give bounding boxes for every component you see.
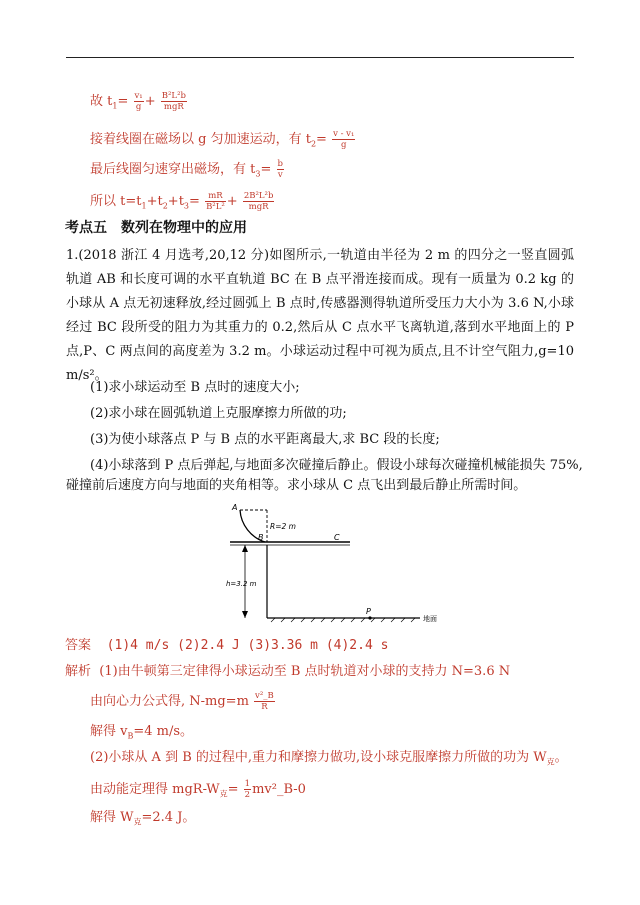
frac-t2: $\frac{\text{v - v₁}}{g}$ [333,129,355,150]
track-diagram [220,500,450,625]
question-1: (1)求小球运动至 B 点时的速度大小; [90,380,300,395]
question-4b: 碰撞前后速度方向与地面的夹角相等。求小球从 C 点飞出到最后静止所需时间。 [66,478,527,493]
solution-line-5: 由动能定理得 mgR-$W_克=$ $\frac{1}{2}$ mv²_B-0 [90,779,306,800]
label-b: B [258,533,264,542]
solution-line-3: 解得 $v_B=4$ m/s。 [90,724,194,741]
answer-line [65,634,388,653]
label-a: A [232,503,238,512]
eq-t2: 接着线圈在磁场以 g 匀加速运动，有 $t_2=$ $\frac{\text{v - v₁}}{g}$ [90,129,355,150]
question-2: (2)求小球在圆弧轨道上克服摩擦力所做的功; [90,406,347,421]
label-p: P [366,607,371,616]
eq-sum: 所以 $t=t_1+t_2+t_3=$ $\frac{mR}{\text{B²L²}}$ + $\frac{\text{2B²L²b}}{\text{mgR}}$ [90,191,274,212]
label-height: h=3.2 m [226,580,257,588]
solution-line-2: 由向心力公式得, N-mg=m $\frac{\text{v²\_B}}{R}$ [90,691,274,712]
section-heading: 考点五 数列在物理中的应用 [65,220,247,236]
answer-text: (1)4 m/s (2)2.4 J (3)3.36 m (4)2.4 s [106,638,389,653]
arrow-down [242,611,248,618]
question-3: (3)为使小球落点 P 与 B 点的水平距离最大,求 BC 段的长度; [90,432,440,447]
solution-line-4: (2)小球从 A 到 B 的过程中,重力和摩擦力做功,设小球克服摩擦力所做的功为 $W_克$。 [90,750,568,767]
solution-line-1: 解析 (1)由牛顿第三定律得小球运动至 B 点时轨道对小球的支持力 N=3.6 N [65,664,511,679]
problem-intro: 1.(2018 浙江 4 月选考,20,12 分)如图所示,一轨道由半径为 2 m 的四分之一竖直圆弧轨道 AB 和长度可调的水平直轨道 BC 在 B 点平滑连接而成。现有一质量为 0.2 kg 的小球从 A 点无初速释放,经过圆弧上 B 点时,传感器测得轨道所受压力大小为 3.6 N,小球经过 BC 段所受的阻力为其重力的 0.2,然后从 C 点水平飞离轨道,落到水平地面上的 P 点,P、C 两点间的高度差为 3.2 m。小球运动过程中可视为质点,且不计空气阻力,g=10 m/s²。 [66,248,574,383]
eq-t3: 最后线圈匀速穿出磁场，有 $t_3=$ $\frac{b}{v}$ [90,159,283,180]
header-rule [66,57,574,58]
frac-t3: $\frac{b}{v}$ [277,159,283,180]
arrow-up [242,545,248,552]
solution-label: 解析 [65,664,92,679]
eq-t1: 故 $t_1=$ $\frac{\text{v₁}}{g}$ + $\frac{\text{B²L²b}}{\text{mgR}}$ [90,91,186,112]
label-ground: 地面 [423,615,437,623]
label-radius: R=2 m [270,522,296,531]
solution-line-6: 解得 $W_克=2.4$ J。 [90,810,196,827]
frac-centripetal: $\frac{\text{v²\_B}}{R}$ [255,691,274,712]
frac-sum-a: $\frac{mR}{\text{B²L²}}$ [206,191,225,212]
point-p-marker [368,616,371,619]
frac-sum-b: $\frac{\text{2B²L²b}}{\text{mgR}}$ [243,191,274,212]
answer-label: 答案 [65,638,92,653]
frac-t1-a: $\frac{\text{v₁}}{g}$ [134,91,143,112]
label-c: C [334,533,340,542]
frac-half: $\frac{1}{2}$ [244,779,251,800]
frac-t1-b: $\frac{\text{B²L²b}}{\text{mgR}}$ [161,91,186,112]
question-4a: (4)小球落到 P 点后弹起,与地面多次碰撞后静止。假设小球每次碰撞机械能损失 75%, [90,458,583,473]
